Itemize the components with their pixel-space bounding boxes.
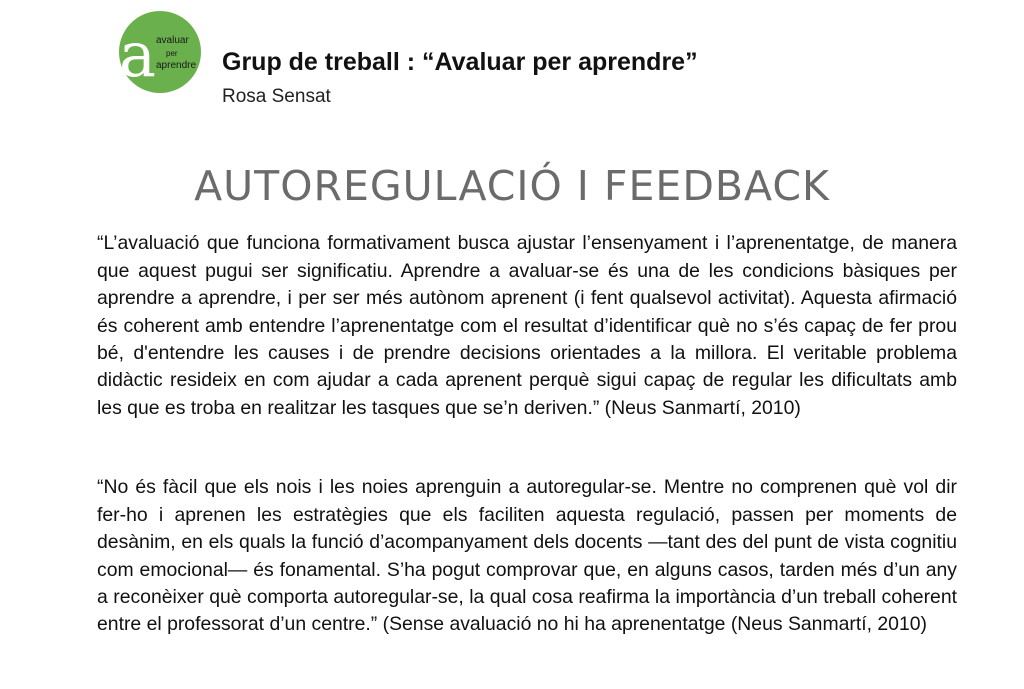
organization-name: Rosa Sensat xyxy=(222,86,331,107)
page-title: AUTOREGULACIÓ I FEEDBACK xyxy=(194,162,830,211)
quote-paragraph-1: “L’avaluació que funciona formativament busca ajustar l’ensenyament i l’aprenentatge, de manera que aquest pugui ser significatiu. Aprendre a avaluar-se és una de les condicions bàsiques per aprendre a aprendre, i per ser més autònom aprenent (i fent qualsevol activitat). Aquesta afirmació és coherent amb entendre l’aprenentatge com el resultat d’identificar què no s’és capaç de fer prou bé, d'entendre les causes i de prendre decisions orientades a la millora. El veritable problema didàctic resideix en com ajudar a cada aprenent perquè sigui capaç de regular les dificultats amb les que es troba en realitzar les tasques que se’n deriven.” (Neus Sanmartí, 2010) xyxy=(97,232,957,419)
logo-letter: a xyxy=(119,18,156,91)
logo-word-aprendre: aprendre xyxy=(156,60,197,71)
logo-word-per: per xyxy=(166,49,178,58)
logo-word-avaluar: avaluar xyxy=(156,35,189,46)
quote-paragraph-2: “No és fàcil que els nois i les noies aprenguin a autoregular-se. Mentre no comprenen què vol dir fer-ho i aprenen les estratègies que els faciliten aquesta regulació, passen per moments de desànim, en els quals la funció d’acompanyament dels docents —tant des del punt de vista cognitiu com emocional— és fonamental. S’ha pogut comprovar que, en alguns casos, tarden més d’un any a reconèixer què comporta autoregular-se, la qual cosa reafirma la importància d’un treball coherent entre el professorat d’un centre.” (Sense avaluació no hi ha aprenentatge (Neus Sanmartí, 2010) xyxy=(97,476,957,636)
group-title: Grup de treball : “Avaluar per aprendre” xyxy=(222,48,698,76)
avaluar-per-aprendre-logo xyxy=(118,10,202,94)
